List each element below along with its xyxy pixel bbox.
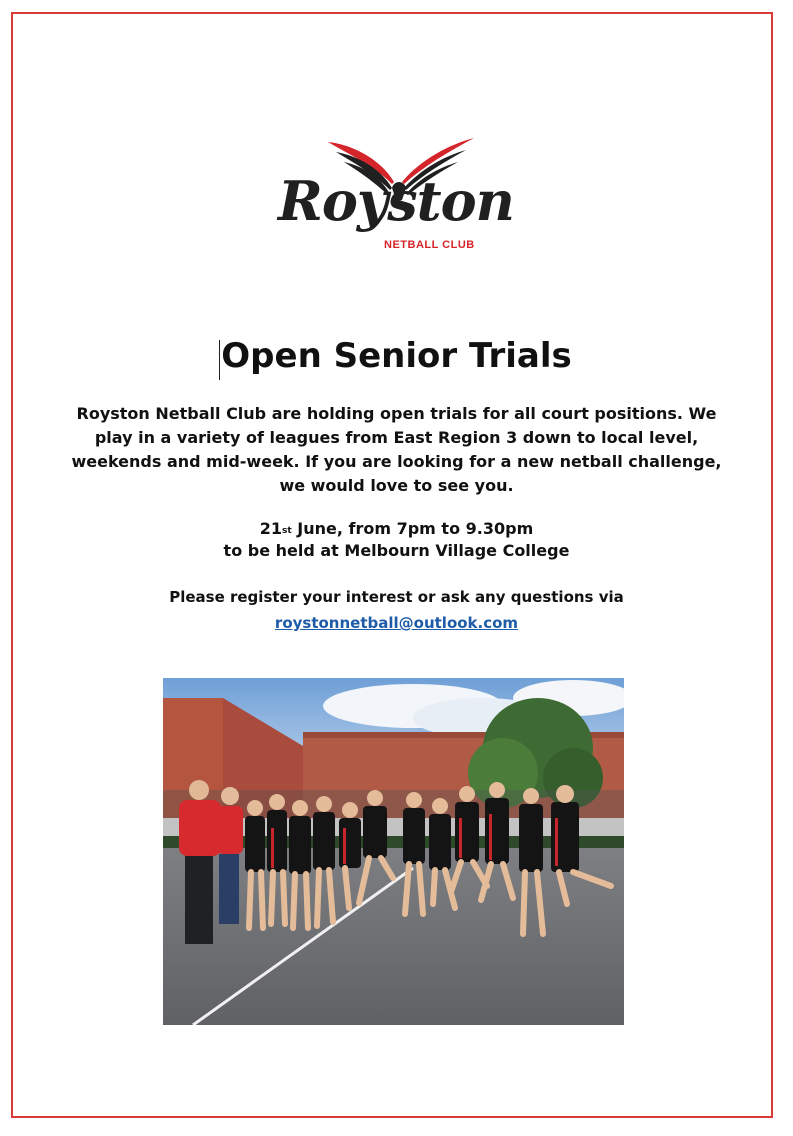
logo-subtitle: NETBALL CLUB xyxy=(384,239,475,251)
event-date-day: 21 xyxy=(259,519,283,538)
logo-wordmark: Royston xyxy=(278,169,514,233)
event-venue: to be held at Melbourn Village College xyxy=(223,541,570,560)
page-title: Open Senior Trials xyxy=(221,336,572,376)
club-logo xyxy=(270,138,515,258)
contact-email-line xyxy=(0,612,793,634)
team-photo xyxy=(163,678,624,1025)
contact-email-link[interactable]: roystonnetball@outlook.com xyxy=(274,614,519,632)
register-prompt: Please register your interest or ask any questions via xyxy=(169,588,624,606)
intro-paragraph: Royston Netball Club are holding open trials for all court positions. We play in a variety of leagues from East Region 3 down to local level, weekends and mid-week. If you are looking for a new netball challenge, we would love to see you. xyxy=(71,404,722,495)
event-date-rest: June, from 7pm to 9.30pm xyxy=(291,519,534,538)
event-date-suffix: st xyxy=(282,526,292,536)
event-date xyxy=(0,518,793,542)
team-photo-image xyxy=(163,678,624,1025)
